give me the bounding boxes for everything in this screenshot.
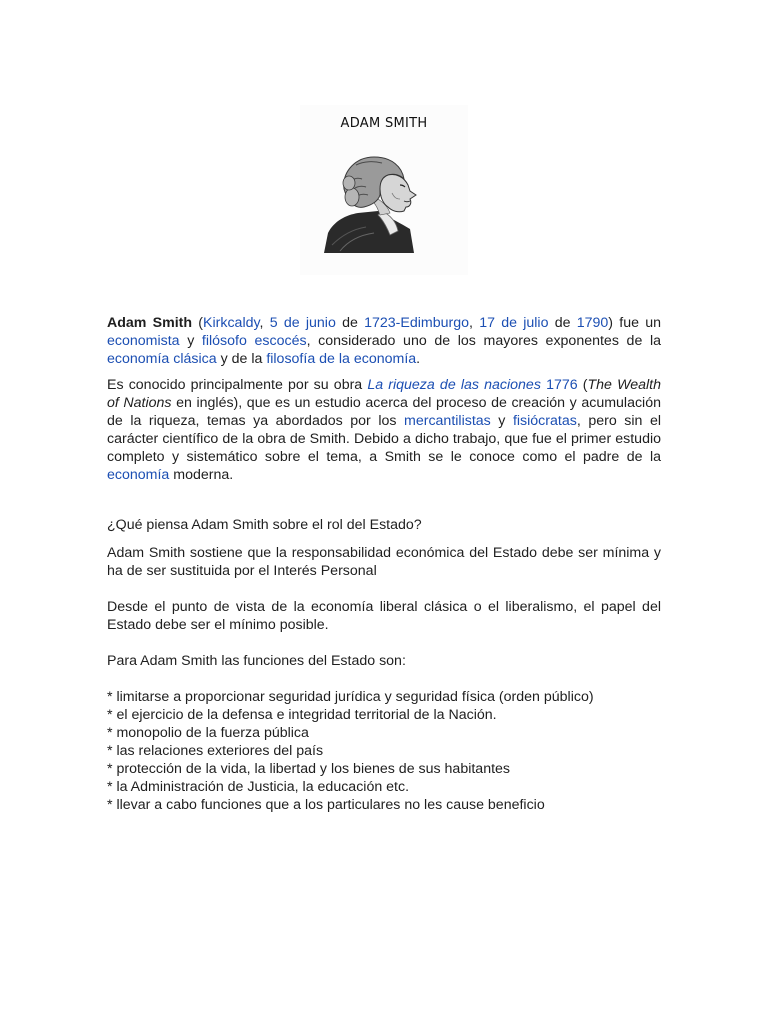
text: moderna. [169,467,234,483]
text: de [335,315,365,331]
spacer [107,484,661,516]
text: en inglés), que es un estudio acerca del proceso de creación y acumulación de la riqueza, temas ya abordados por los [107,395,661,429]
link-economia[interactable]: economía [107,467,170,483]
text: de [548,315,577,331]
state-role-paragraph: Adam Smith sostiene que la responsabilidad económica del Estado debe ser mínima y ha de ser sustituida por el Interés Personal [107,545,661,579]
text: - [395,315,401,331]
text: , [259,315,270,331]
figure-caption: ADAM SMITH [340,116,428,131]
list-item: * monopolio de la fuerza pública [107,725,309,741]
text: y [490,413,513,429]
spacer [107,670,661,688]
link-year-1723[interactable]: 1723 [364,315,396,331]
link-fisiocratas[interactable]: fisiócratas [512,413,577,429]
link-economia-clasica[interactable]: economía clásica [107,351,217,367]
section-question: ¿Qué piensa Adam Smith sobre el rol del Estado? [107,517,422,533]
english-title: The Wealth of Nations [107,377,661,411]
list-item: * limitarse a proporcionar seguridad jurídica y seguridad física (orden público) [107,689,594,705]
text: Es conocido principalmente por su obra [107,377,368,393]
list-item: * llevar a cabo funciones que a los particulares no les cause beneficio [107,797,545,813]
text: y de la [216,351,267,367]
text: ( [192,315,204,331]
text: . [416,351,421,367]
link-year-1790[interactable]: 1790 [576,315,609,331]
link-filosofo-escoces[interactable]: filósofo escocés [201,333,307,349]
link-economista[interactable]: economista [107,333,180,349]
link-kirkcaldy[interactable]: Kirkcaldy [203,315,260,331]
list-item: * la Administración de Justicia, la educación etc. [107,779,410,795]
spacer [107,634,661,652]
link-year-1776[interactable]: 1776 [546,377,578,393]
spacer [107,580,661,598]
article-body [107,314,661,814]
intro-paragraph [107,314,661,368]
adam-smith-engraving-portrait [322,145,440,253]
text: ) fue un [608,315,661,331]
text: , [469,315,480,331]
spacer [107,534,661,544]
link-edimburgo[interactable]: Edimburgo [400,315,470,331]
link-date-birth[interactable]: 5 de junio [269,315,336,331]
work-paragraph [107,376,661,484]
list-item: * las relaciones exteriores del país [107,743,324,759]
functions-intro: Para Adam Smith las funciones del Estado son: [107,653,406,669]
link-date-death[interactable]: 17 de julio [479,315,549,331]
link-riqueza-naciones[interactable]: La riqueza de las naciones [367,377,541,393]
list-item: * el ejercicio de la defensa e integridad territorial de la Nación. [107,707,497,723]
list-item: * protección de la vida, la libertad y los bienes de sus habitantes [107,761,511,777]
text: , considerado uno de los mayores exponentes de la [306,333,661,349]
portrait-figure [300,105,468,275]
text: , pero sin el carácter científico de la obra de Smith. Debido a dicho trabajo, que fue el primer estudio completo y sistemático sobre el tema, a Smith se le conoce como el padre de la [107,413,661,465]
subject-name: Adam Smith [107,315,193,331]
text: y [179,333,202,349]
link-mercantilistas[interactable]: mercantilistas [404,413,491,429]
text: ( [577,377,588,393]
link-filosofia-economia[interactable]: filosofía de la economía [266,351,417,367]
liberalism-paragraph: Desde el punto de vista de la economía liberal clásica o el liberalismo, el papel del Estado debe ser el mínimo posible. [107,599,661,633]
functions-list [107,688,661,814]
